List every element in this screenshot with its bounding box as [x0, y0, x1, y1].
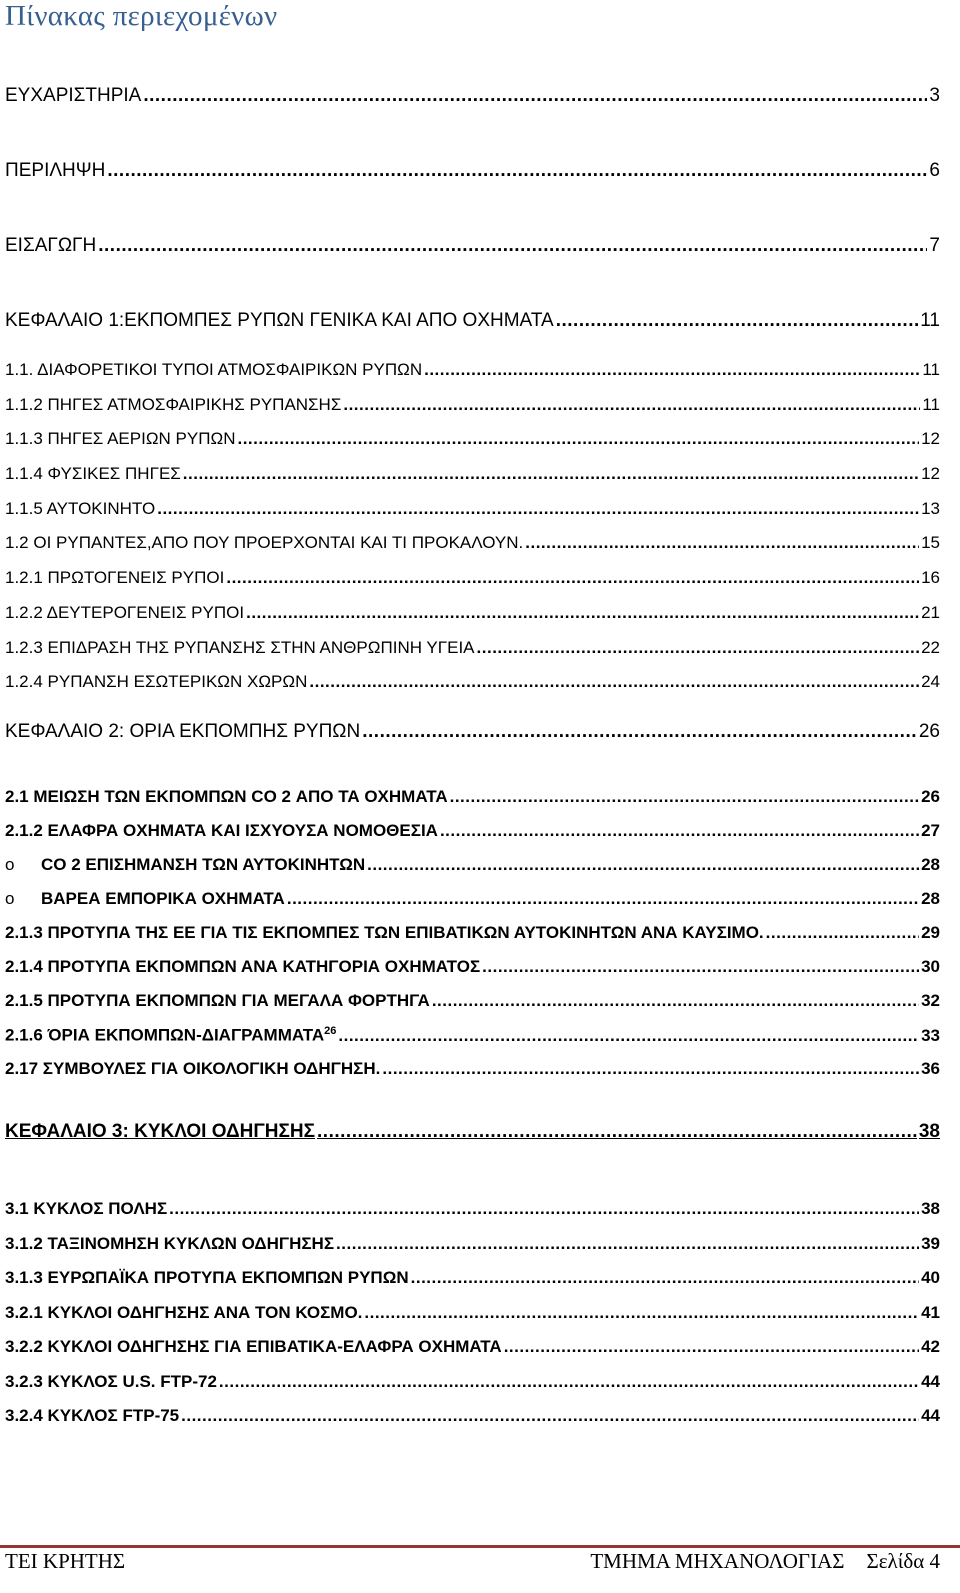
- toc-entry-page: 6: [929, 160, 940, 181]
- toc-entry[interactable]: [5, 361, 940, 378]
- toc-entry[interactable]: [5, 500, 940, 517]
- dot-leader: [98, 236, 927, 255]
- toc-entry-page: 36: [921, 1059, 940, 1078]
- toc-entry[interactable]: [5, 86, 940, 105]
- toc-entry-page: 12: [921, 429, 940, 448]
- toc-entry[interactable]: [5, 1026, 940, 1044]
- toc-entry[interactable]: [5, 856, 940, 873]
- dot-leader: [766, 924, 919, 941]
- toc-entry-page: 32: [921, 991, 940, 1010]
- dot-leader: [287, 890, 919, 907]
- dot-leader: [364, 1304, 919, 1321]
- dot-leader: [338, 1027, 919, 1044]
- dot-leader: [367, 856, 919, 873]
- toc-entry-label: 1.2 ΟΙ ΡΥΠΑΝΤΕΣ,ΑΠΟ ΠΟΥ ΠΡΟΕΡΧΟΝΤΑΙ ΚΑΙ ΤΙ ΠΡΟΚΑΛΟΥΝ.: [5, 533, 524, 552]
- toc-entry-label: ΚΕΦΑΛΑΙΟ 1:ΕΚΠΟΜΠΕΣ ΡΥΠΩΝ ΓΕΝΙΚΑ ΚΑΙ ΑΠΟ ΟΧΗΜΑΤΑ: [5, 310, 554, 331]
- toc-entry-label: [5, 1026, 336, 1044]
- toc-entry[interactable]: [5, 822, 940, 839]
- toc-entry-label: 1.2.2 ΔΕΥΤΕΡΟΓΕΝΕΙΣ ΡΥΠΟΙ: [5, 603, 245, 622]
- toc-entry[interactable]: [5, 161, 940, 180]
- toc-entry-label: 2.1.2 ΕΛΑΦΡΑ ΟΧΗΜΑΤΑ ΚΑΙ ΙΣΧΥΟΥΣΑ ΝΟΜΟΘΕΣΙΑ: [5, 821, 438, 840]
- toc-entry-page: 29: [921, 923, 940, 942]
- toc-title: Πίνακας περιεχομένων: [5, 0, 278, 32]
- toc-entry[interactable]: [5, 992, 940, 1009]
- toc-entry[interactable]: [5, 788, 940, 805]
- toc-entry[interactable]: [5, 1269, 940, 1286]
- footer-department: ΤΜΗΜΑ ΜΗΧΑΝΟΛΟΓΙΑΣ: [590, 1549, 845, 1573]
- toc-entry[interactable]: [5, 534, 940, 551]
- toc-entry-text: ΒΑΡΕΑ ΕΜΠΟΡΙΚΑ ΟΧΗΜΑΤΑ: [41, 889, 285, 908]
- toc-entry-page: 24: [921, 672, 940, 691]
- toc-entry[interactable]: [5, 1373, 940, 1390]
- toc-entry-page: 42: [921, 1337, 940, 1356]
- dot-leader: [309, 673, 919, 690]
- toc-entry-page: 16: [921, 568, 940, 587]
- toc-entry-label: 3.2.3 ΚΥΚΛΟΣ U.S. FTP-72: [5, 1372, 217, 1391]
- toc-entry-page: 30: [921, 957, 940, 976]
- toc-entry-label: 3.1.2 ΤΑΞΙΝΟΜΗΣΗ ΚΥΚΛΩΝ ΟΔΗΓΗΣΗΣ: [5, 1234, 335, 1253]
- dot-leader: [556, 311, 919, 330]
- toc-entry-page: 12: [921, 464, 940, 483]
- dot-leader: [246, 604, 919, 621]
- toc-entry-page: 21: [921, 603, 940, 622]
- dot-leader: [237, 430, 919, 447]
- footer-right: [590, 1549, 940, 1574]
- toc-entry[interactable]: [5, 1304, 940, 1321]
- toc-entry-label: 3.1.3 ΕΥΡΩΠΑΪΚΑ ΠΡΟΤΥΠΑ ΕΚΠΟΜΠΩΝ ΡΥΠΩΝ: [5, 1268, 409, 1287]
- toc-entry[interactable]: [5, 1407, 940, 1424]
- toc-entry-label: 1.1.4 ΦΥΣΙΚΕΣ ΠΗΓΕΣ: [5, 464, 181, 483]
- toc-entry-page: 3: [929, 85, 940, 106]
- toc-entry-label: 1.2.1 ΠΡΩΤΟΓΕΝΕΙΣ ΡΥΠΟΙ: [5, 568, 225, 587]
- toc-entry-page: 26: [921, 787, 940, 806]
- toc-entry-label: ΕΙΣΑΓΩΓΗ: [5, 235, 97, 256]
- toc-entry[interactable]: [5, 430, 940, 447]
- toc-entry-label: 2.17 ΣΥΜΒΟΥΛΕΣ ΓΙΑ ΟΙΚΟΛΟΓΙΚΗ ΟΔΗΓΗΣΗ.: [5, 1059, 381, 1078]
- toc-entry-label: 1.1.3 ΠΗΓΕΣ ΑΕΡΙΩΝ ΡΥΠΩΝ: [5, 429, 236, 448]
- dot-leader: [411, 1269, 919, 1286]
- dot-leader: [382, 1060, 919, 1077]
- toc-entry[interactable]: [5, 924, 940, 941]
- toc-entry[interactable]: [5, 1122, 940, 1141]
- toc-entry[interactable]: [5, 604, 940, 621]
- dot-leader: [219, 1373, 919, 1390]
- toc-entry-label: [5, 856, 365, 873]
- toc-entry-label: 2.1 ΜΕΙΩΣΗ ΤΩΝ ΕΚΠΟΜΠΩΝ CO 2 ΑΠΟ ΤΑ ΟΧΗΜΑΤΑ: [5, 787, 448, 806]
- toc-entry-label: 1.1.2 ΠΗΓΕΣ ΑΤΜΟΣΦΑΙΡΙΚΗΣ ΡΥΠΑΝΣΗΣ: [5, 395, 342, 414]
- toc-entry-label: 2.1.4 ΠΡΟΤΥΠΑ ΕΚΠΟΜΠΩΝ ΑΝΑ ΚΑΤΗΓΟΡΙΑ ΟΧΗΜΑΤΟΣ: [5, 957, 481, 976]
- toc-entry-page: 44: [921, 1406, 940, 1425]
- dot-leader: [317, 1122, 917, 1141]
- toc-entry[interactable]: [5, 311, 940, 330]
- toc-entry-page: 11: [922, 360, 940, 379]
- toc-entry-label: 3.2.1 ΚΥΚΛΟΙ ΟΔΗΓΗΣΗΣ ΑΝΑ ΤΟΝ ΚΟΣΜΟ.: [5, 1303, 363, 1322]
- dot-leader: [181, 1407, 919, 1424]
- toc-entry[interactable]: [5, 1060, 940, 1077]
- toc-entry-page: 27: [921, 821, 940, 840]
- toc-entry-label: [5, 890, 285, 907]
- toc-entry-label: ΚΕΦΑΛΑΙΟ 2: ΟΡΙΑ ΕΚΠΟΜΠΗΣ ΡΥΠΩΝ: [5, 721, 361, 742]
- toc-entry-label: 2.1.3 ΠΡΟΤΥΠΑ ΤΗΣ ΕΕ ΓΙΑ ΤΙΣ ΕΚΠΟΜΠΕΣ ΤΩΝ ΕΠΙΒΑΤΙΚΩΝ ΑΥΤΟΚΙΝΗΤΩΝ ΑΝΑ ΚΑΥΣΙΜΟ.: [5, 923, 764, 942]
- toc-entry-page: 33: [921, 1025, 940, 1045]
- toc-entry-text: 2.1.6 ΌΡΙΑ ΕΚΠΟΜΠΩΝ-ΔΙΑΓΡΑΜΜΑΤΑ: [5, 1025, 325, 1045]
- toc-entry-page: 11: [922, 395, 940, 414]
- toc-entry[interactable]: [5, 1235, 940, 1252]
- toc-entry-page: 40: [921, 1268, 940, 1287]
- toc-entry-page: 13: [921, 499, 940, 518]
- page-footer: [5, 1549, 940, 1574]
- dot-leader: [169, 1200, 919, 1217]
- toc-entry-page: 39: [921, 1234, 940, 1253]
- dot-leader: [450, 788, 919, 805]
- dot-leader: [107, 161, 927, 180]
- toc-entry-page: 26: [918, 721, 940, 742]
- bullet-marker: o: [5, 889, 15, 908]
- toc-entry-label: 3.2.2 ΚΥΚΛΟΙ ΟΔΗΓΗΣΗΣ ΓΙΑ ΕΠΙΒΑΤΙΚΑ-ΕΛΑΦΡΑ ΟΧΗΜΑΤΑ: [5, 1337, 502, 1356]
- dot-leader: [343, 396, 920, 413]
- dot-leader: [143, 86, 927, 105]
- toc-entry-label: 1.2.3 ΕΠΙΔΡΑΣΗ ΤΗΣ ΡΥΠΑΝΣΗΣ ΣΤΗΝ ΑΝΘΡΩΠΙΝΗ ΥΓΕΙΑ: [5, 638, 475, 657]
- toc-entry[interactable]: [5, 639, 940, 656]
- toc-entry[interactable]: [5, 722, 940, 741]
- dot-leader: [504, 1338, 919, 1355]
- dot-leader: [525, 534, 919, 551]
- toc-entry-page: 41: [921, 1303, 940, 1322]
- toc-entry-page: 22: [921, 638, 940, 657]
- toc-entry[interactable]: [5, 569, 940, 586]
- toc-entry-label: ΕΥΧΑΡΙΣΤΗΡΙΑ: [5, 85, 142, 106]
- bullet-marker: o: [5, 855, 15, 874]
- toc-entry-page: 15: [921, 533, 940, 552]
- footer-rule: [0, 1545, 960, 1548]
- toc-entry-page: 38: [918, 1121, 940, 1142]
- toc-entry[interactable]: [5, 890, 940, 907]
- toc-entry-page: 11: [920, 310, 940, 331]
- toc-entry-page: 28: [921, 889, 940, 908]
- dot-leader: [157, 500, 919, 517]
- dot-leader: [440, 822, 919, 839]
- toc-entry-page: 38: [921, 1199, 940, 1218]
- dot-leader: [424, 361, 920, 378]
- dot-leader: [183, 465, 919, 482]
- toc-entry[interactable]: [5, 396, 940, 413]
- dot-leader: [362, 722, 917, 741]
- toc-entry-label: 3.2.4 ΚΥΚΛΟΣ FTP-75: [5, 1406, 180, 1425]
- toc-entry[interactable]: [5, 673, 940, 690]
- toc-entry[interactable]: [5, 465, 940, 482]
- toc-entry-label: 1.1. ΔΙΑΦΟΡΕΤΙΚΟΙ ΤΥΠΟΙ ΑΤΜΟΣΦΑΙΡΙΚΩΝ ΡΥΠΩΝ: [5, 360, 423, 379]
- toc-entry-label: 2.1.5 ΠΡΟΤΥΠΑ ΕΚΠΟΜΠΩΝ ΓΙΑ ΜΕΓΑΛΑ ΦΟΡΤΗΓΑ: [5, 991, 430, 1010]
- dot-leader: [432, 992, 919, 1009]
- dot-leader: [226, 569, 919, 586]
- dot-leader: [482, 958, 919, 975]
- toc-entry-label: ΚΕΦΑΛΑΙΟ 3: ΚΥΚΛΟΙ ΟΔΗΓΗΣΗΣ: [5, 1121, 316, 1142]
- toc-entry-label: 1.1.5 ΑΥΤΟΚΙΝΗΤΟ: [5, 499, 156, 518]
- toc-entry-text: CO 2 ΕΠΙΣΗΜΑΝΣΗ ΤΩΝ ΑΥΤΟΚΙΝΗΤΩΝ: [41, 855, 366, 874]
- toc-entry-page: 28: [921, 855, 940, 874]
- toc-entry[interactable]: [5, 1200, 940, 1217]
- footnote-ref: 26: [324, 1025, 337, 1037]
- footer-institution: ΤΕΙ ΚΡΗΤΗΣ: [5, 1549, 126, 1573]
- toc-entry-page: 44: [921, 1372, 940, 1391]
- toc-entry-label: 1.2.4 ΡΥΠΑΝΣΗ ΕΣΩΤΕΡΙΚΩΝ ΧΩΡΩΝ: [5, 672, 308, 691]
- toc-entry-label: ΠΕΡΙΛΗΨΗ: [5, 160, 106, 181]
- toc-entry-label: 3.1 ΚΥΚΛΟΣ ΠΟΛΗΣ: [5, 1199, 168, 1218]
- footer-page-number: Σελίδα 4: [866, 1549, 940, 1573]
- dot-leader: [336, 1235, 919, 1252]
- dot-leader: [477, 639, 920, 656]
- toc-entry[interactable]: [5, 236, 940, 255]
- toc-entry[interactable]: [5, 1338, 940, 1355]
- toc-entry-page: 7: [929, 235, 940, 256]
- toc-entry[interactable]: [5, 958, 940, 975]
